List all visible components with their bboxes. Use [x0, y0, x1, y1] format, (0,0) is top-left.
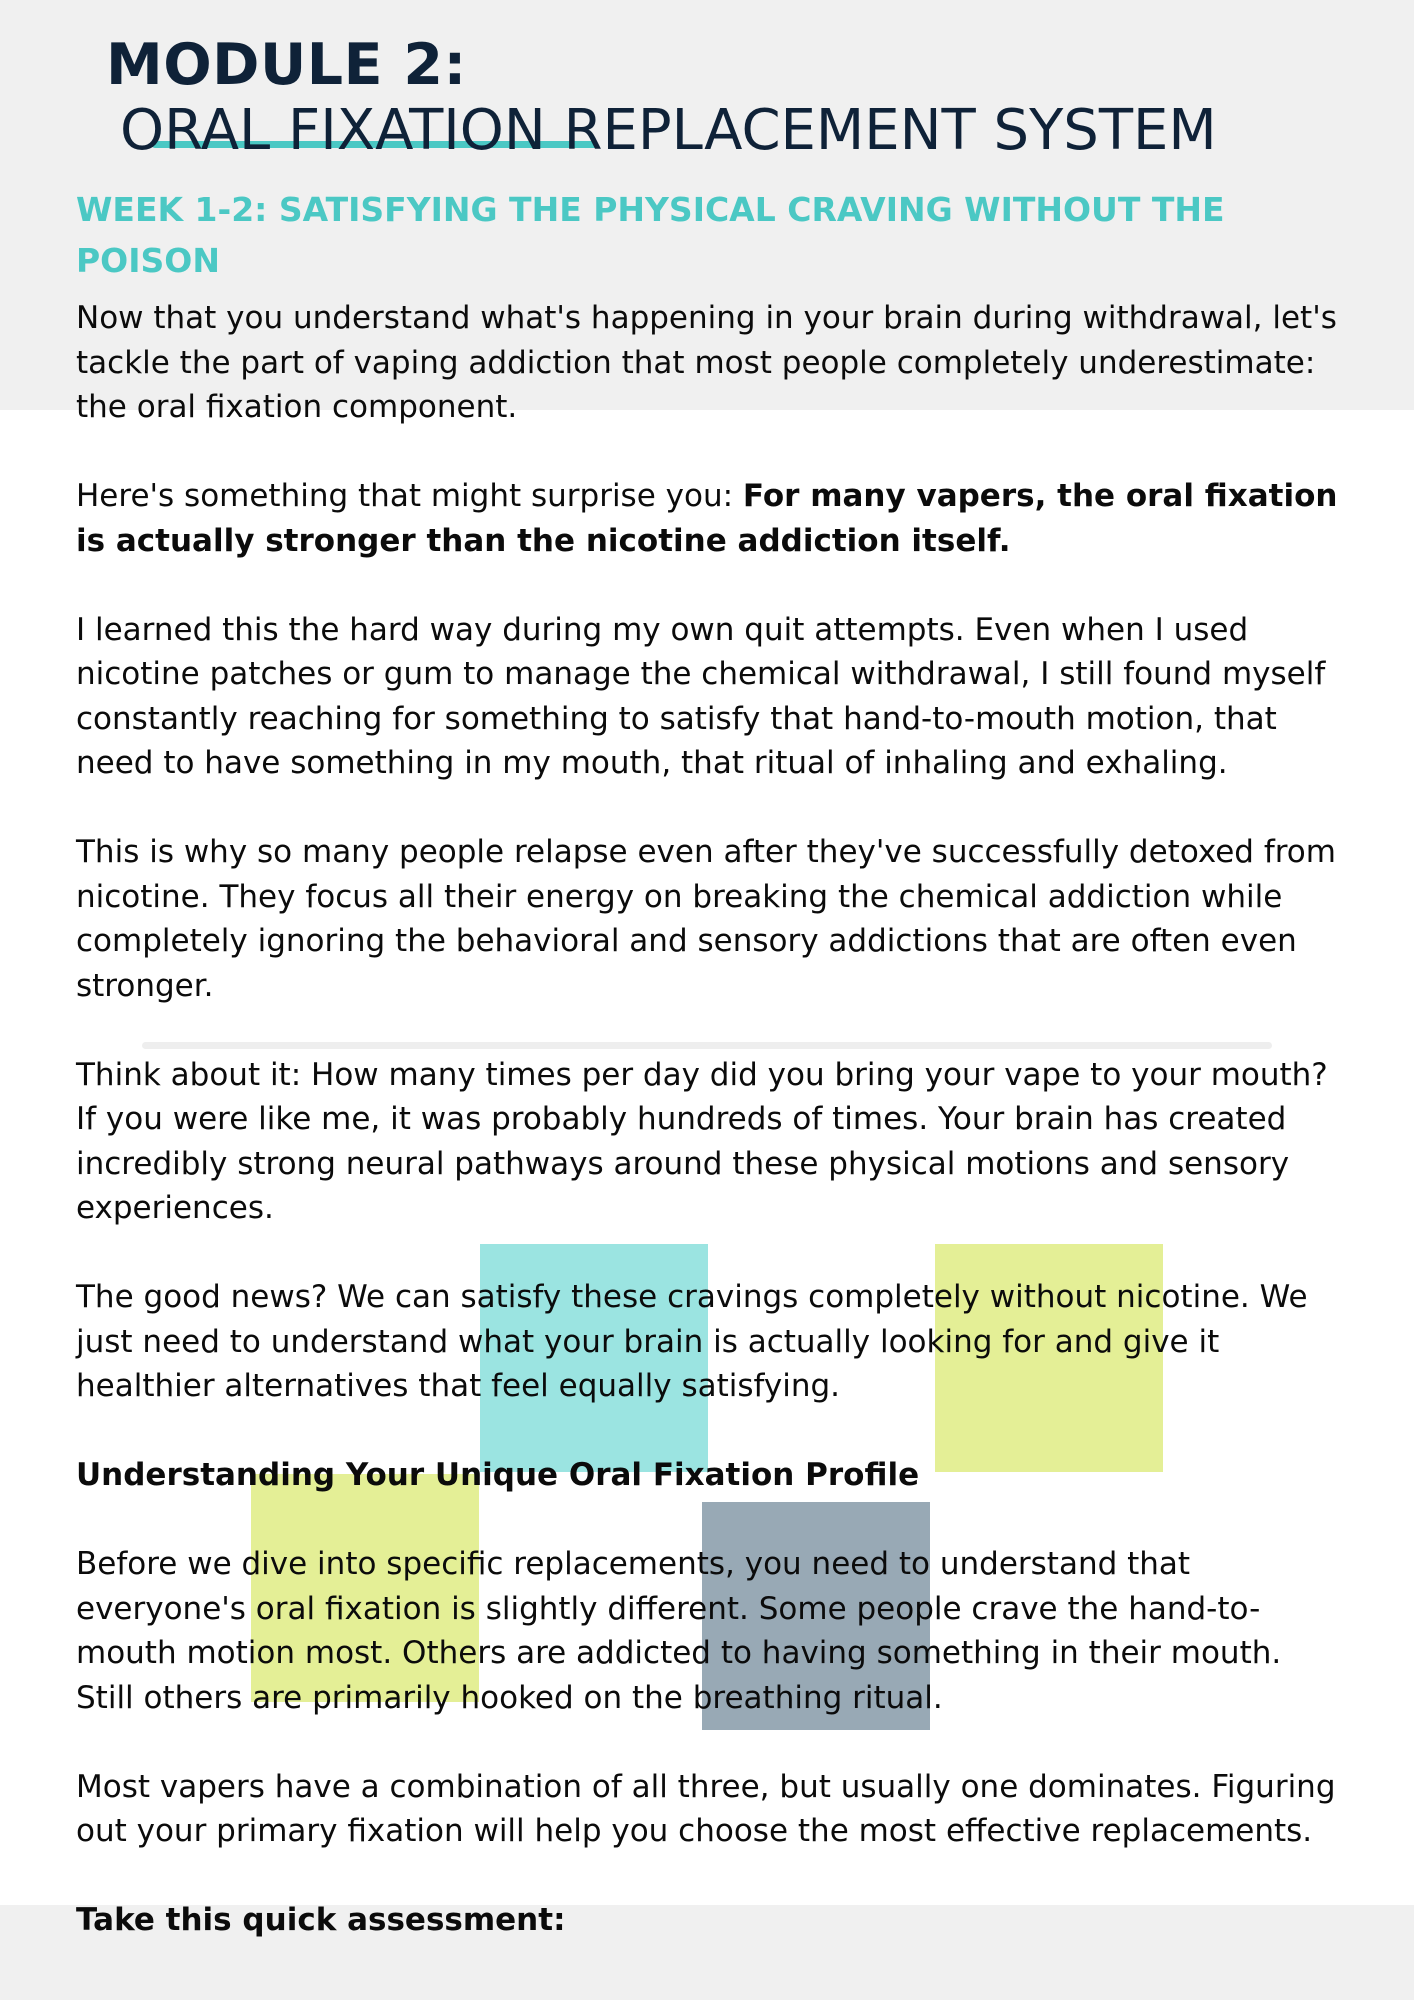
module-subtitle: ORAL FIXATION REPLACEMENT SYSTEM [120, 98, 1217, 163]
week-heading: WEEK 1-2: SATISFYING THE PHYSICAL CRAVING WITHOUT THE POISON [76, 190, 1225, 280]
module-title: MODULE 2: [106, 32, 467, 98]
paragraph-think-about-it: Think about it: How many times per day did you bring your vape to your mouth? If you were like me, it was probably hundreds of times. Your brain has created incredibly strong neural pathways around these physical motions and sensory experiences. [76, 1056, 1328, 1226]
section-heading-assessment: Take this quick assessment: [76, 1902, 566, 1938]
paragraph-surprise [76, 474, 1346, 563]
paragraph-intro: Now that you understand what's happening in your brain during withdrawal, let's tackle the part of vaping addiction that most people completely underestimate: the oral fixation component. [76, 300, 1337, 425]
paragraph-surprise-lead: Here's something that might surprise you: [76, 478, 743, 514]
paragraph-combination: Most vapers have a combination of all three, but usually one dominates. Figuring out your primary fixation will help you choose the most effective replacements. [76, 1768, 1336, 1849]
paragraph-surprise-emphasis: For many vapers, the oral fixation is actually stronger than the nicotine addiction itself. [76, 478, 1338, 559]
document-body [76, 296, 1346, 1987]
paragraph-profile: Before we dive into specific replacements, you need to understand that everyone's oral fixation is slightly different. Some people crave the hand-to-mouth motion most. Others are addicted to having something in their mouth. Still others are primarily hooked on the breathing ritual. [76, 1546, 1282, 1716]
paragraph-relapse: This is why so many people relapse even after they've successfully detoxed from nicotine. They focus all their energy on breaking the chemical addiction while completely ignoring the behavioral and sensory addictions that are often even stronger. [76, 834, 1336, 1004]
paragraph-good-news: The good news? We can satisfy these cravings completely without nicotine. We just need to understand what your brain is actually looking for and give it healthier alternatives that feel equally satisfying. [76, 1279, 1308, 1404]
paragraph-personal-story: I learned this the hard way during my own quit attempts. Even when I used nicotine patches or gum to manage the chemical withdrawal, I still found myself constantly reaching for something to satisfy that hand-to-mouth motion, that need to have something in my mouth, that ritual of inhaling and exhaling. [76, 611, 1326, 781]
section-heading-profile: Understanding Your Unique Oral Fixation Profile [76, 1457, 920, 1493]
